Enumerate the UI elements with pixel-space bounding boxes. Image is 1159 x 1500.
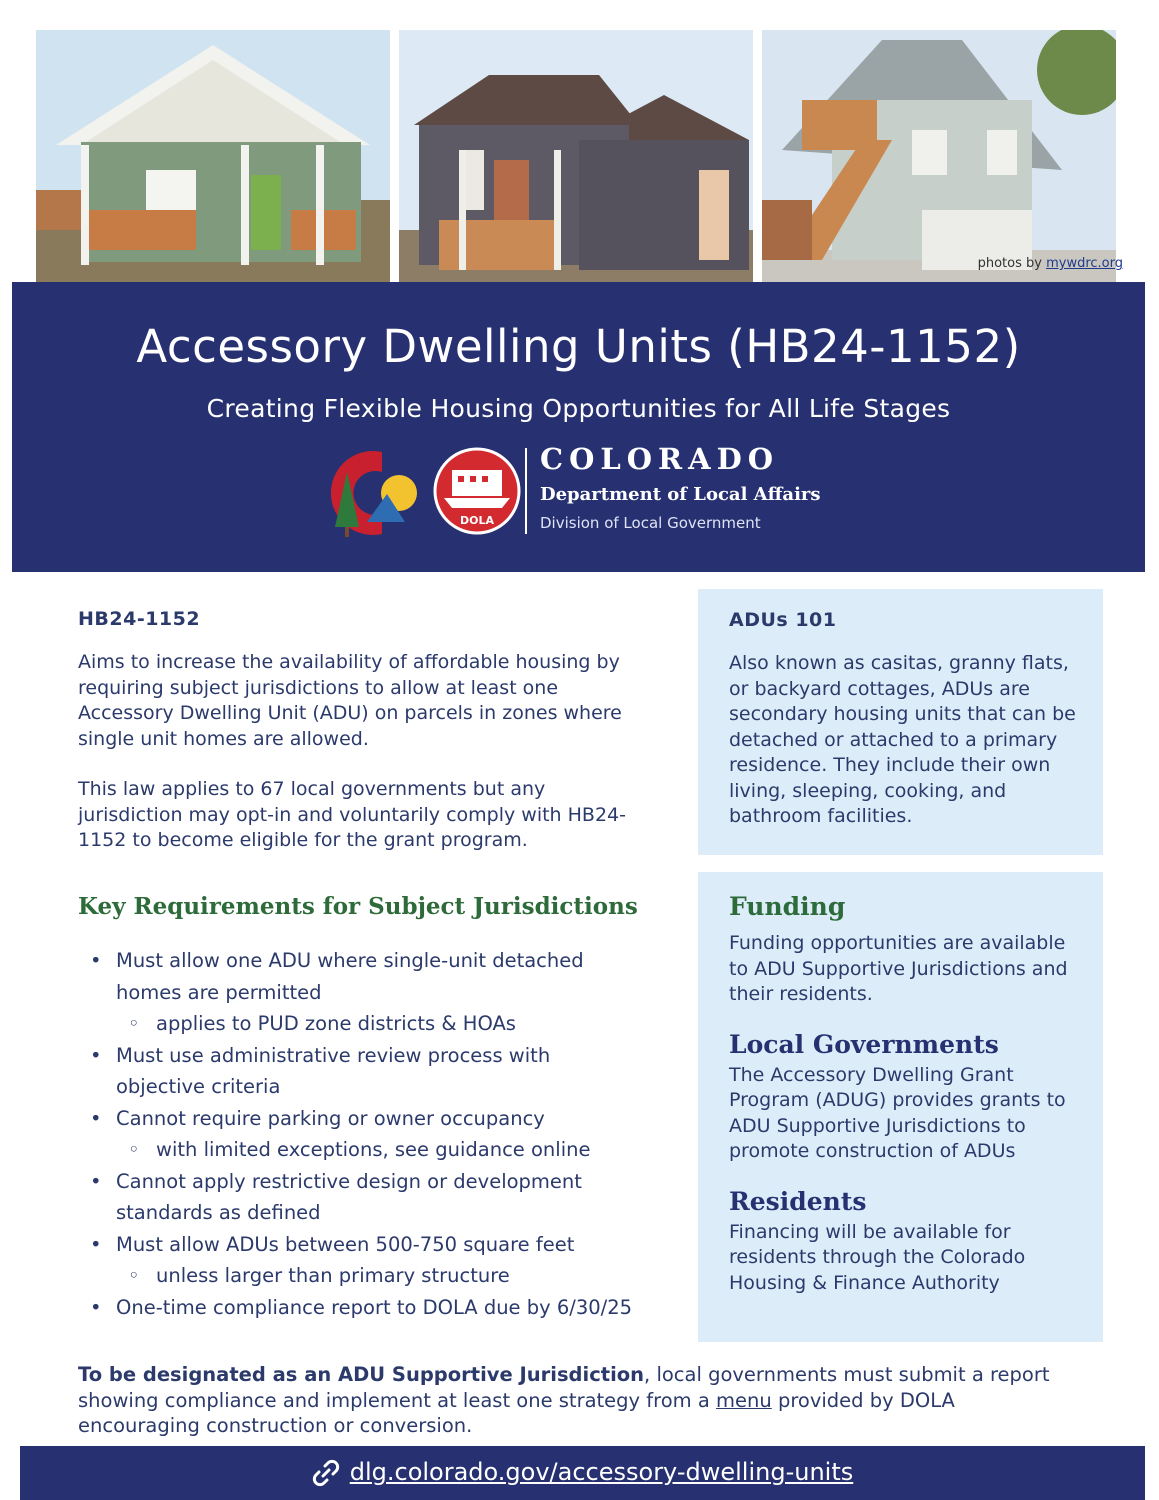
requirement-subitem	[90, 1008, 690, 1040]
requirement-item	[90, 1103, 690, 1135]
colorado-c-logo-icon	[327, 442, 437, 542]
logo-state: COLORADO	[540, 442, 780, 476]
local-governments-text: The Accessory Dwelling Grant Program (ADUG) provides grants to ADU Supportive Jurisdictions to promote construction of ADUs	[729, 1063, 1066, 1162]
footer-url-link[interactable]: dlg.colorado.gov/accessory-dwelling-units	[349, 1458, 854, 1486]
hb-paragraph-2: This law applies to 67 local governments but any jurisdiction may opt-in and voluntarily comply with HB24-1152 to become eligible for the grant program.	[78, 778, 626, 851]
bullet-icon: •	[90, 1043, 102, 1067]
page-title: Accessory Dwelling Units (HB24-1152)	[136, 320, 1021, 373]
footer-bar	[20, 1446, 1145, 1500]
sub-bullet-icon: ◦	[128, 1138, 140, 1161]
residents-text: Financing will be available for residents through the Colorado Housing & Finance Authority	[729, 1220, 1026, 1294]
requirement-text: Cannot apply restrictive design or development standards as defined	[116, 1169, 582, 1224]
sub-bullet-icon: ◦	[128, 1264, 140, 1287]
requirement-text: Must use administrative review process with objective criteria	[116, 1043, 551, 1098]
link-icon	[312, 1459, 340, 1487]
local-governments-heading: Local Governments	[729, 1029, 999, 1059]
hb-section	[78, 608, 678, 854]
requirements-heading: Key Requirements for Subject Jurisdictions	[78, 893, 638, 920]
requirement-subitem	[90, 1134, 690, 1166]
hb-paragraph-1: Aims to increase the availability of affordable housing by requiring subject jurisdictions to allow at least one Accessory Dwelling Unit (ADU) on parcels in zones where single unit homes are allowed.	[78, 651, 622, 750]
funding-box	[698, 872, 1103, 1342]
bullet-icon: •	[90, 949, 102, 972]
hb-heading: HB24-1152	[78, 608, 201, 630]
photo-credit	[978, 256, 1123, 271]
funding-text: Funding opportunities are available to ADU Supportive Jurisdictions and their residents.	[729, 932, 1068, 1005]
logo-divider	[525, 448, 527, 534]
bullet-icon: •	[90, 1295, 102, 1319]
requirement-text: Must allow one ADU where single-unit detached homes are permitted	[116, 949, 584, 1004]
title-banner	[12, 282, 1145, 572]
dola-badge-icon	[432, 446, 522, 536]
photo-credit-link[interactable]: mywdrc.org	[1046, 256, 1123, 271]
bullet-icon: •	[90, 1232, 102, 1256]
requirement-text: with limited exceptions, see guidance online	[156, 1138, 591, 1161]
residents-heading: Residents	[729, 1186, 867, 1216]
designation-paragraph	[78, 1362, 1078, 1439]
designation-bold: To be designated as an ADU Supportive Jurisdiction	[78, 1363, 645, 1386]
requirement-text: Cannot require parking or owner occupancy	[116, 1106, 545, 1130]
requirement-item	[90, 1166, 690, 1229]
logo-text	[540, 442, 821, 532]
menu-link[interactable]: menu	[716, 1388, 772, 1412]
sub-bullet-icon: ◦	[128, 1012, 140, 1035]
requirement-text: applies to PUD zone districts & HOAs	[156, 1012, 516, 1035]
requirement-item	[90, 1229, 690, 1261]
logo-division: Division of Local Government	[540, 514, 761, 532]
bullet-icon: •	[90, 1106, 102, 1130]
requirement-text: One-time compliance report to DOLA due by 6/30/25	[116, 1295, 633, 1319]
house-photo-2	[399, 30, 753, 282]
bullet-icon: •	[90, 1169, 102, 1193]
logo-dept: Department of Local Affairs	[540, 484, 821, 505]
requirement-text: Must allow ADUs between 500-750 square feet	[116, 1232, 575, 1256]
requirement-item	[90, 1292, 690, 1324]
requirement-item	[90, 1040, 690, 1103]
page-subtitle: Creating Flexible Housing Opportunities for All Life Stages	[206, 394, 951, 423]
house-photo-1	[36, 30, 390, 282]
requirements-list	[90, 945, 690, 1323]
adus-101-heading: ADUs 101	[729, 609, 837, 631]
requirement-item	[90, 945, 690, 1008]
requirement-text: unless larger than primary structure	[156, 1264, 510, 1287]
dola-badge-text: DOLA	[459, 514, 495, 527]
logo-group	[327, 442, 847, 542]
requirement-subitem	[90, 1260, 690, 1292]
funding-heading: Funding	[729, 892, 846, 921]
designation-text-1: , local governments must submit a report showing compliance and implement at least one strategy from a	[78, 1363, 1050, 1412]
designation-text-2: provided by DOLA encouraging construction or conversion.	[78, 1388, 955, 1437]
adus-101-text: Also known as casitas, granny flats, or backyard cottages, ADUs are secondary housing units that can be detached or attached to a primary residence. They include their own living, sleeping, cooking, and bathroom facilities.	[729, 652, 1076, 827]
photo-credit-prefix: photos by	[977, 256, 1042, 271]
adus-101-box	[698, 589, 1103, 855]
house-photo-3	[762, 30, 1116, 282]
footer-link-row	[20, 1458, 1145, 1487]
